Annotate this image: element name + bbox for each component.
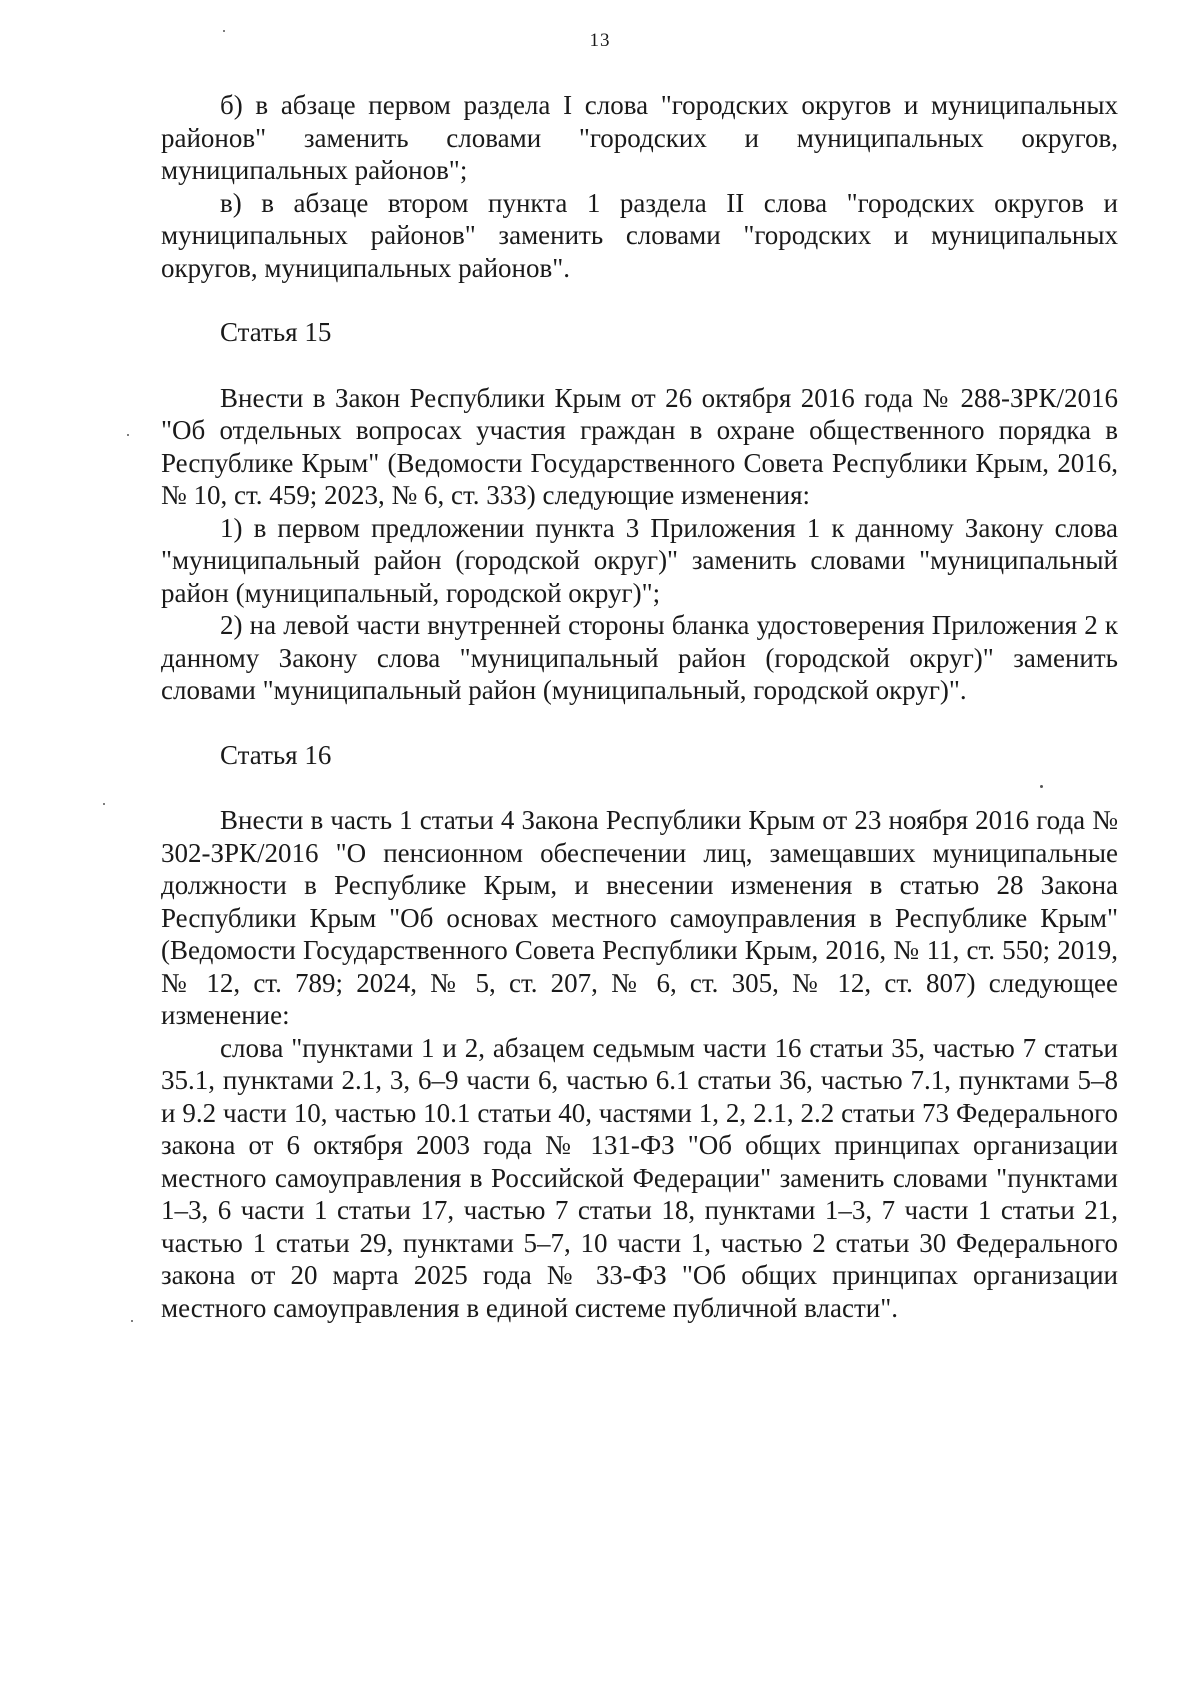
article-16-heading: Статья 16: [220, 739, 332, 770]
article-15-intro: Внести в Закон Республики Крым от 26 октября 2016 года № 288-ЗРК/2016 "Об отдельных вопросах участия граждан в охране общественного порядка в Республике Крым" (Ведомости Государственного Совета Республики Крым, 2016, № 10, ст. 459; 2023, № 6, ст. 333) следующие изменения:: [161, 382, 1118, 510]
article-15-item-1: 1) в первом предложении пункта 3 Приложения 1 к данному Закону слова "муниципальный район (городской округ)" заменить словами "муниципальный район (муниципальный, городской округ)";: [161, 512, 1118, 608]
scan-speck: [127, 434, 129, 436]
article-16-intro: Внести в часть 1 статьи 4 Закона Республики Крым от 23 ноября 2016 года № 302-ЗРК/2016 "О пенсионном обеспечении лиц, замещавших муниципальные должности в Республике Крым, и внесении изменения в статью 28 Закона Республики Крым "Об основах местного самоуправления в Республике Крым" (Ведомости Государственного Совета Республики Крым, 2016, № 11, ст. 550; 2019, № 12, ст. 789; 2024, № 5, ст. 207, № 6, ст. 305, № 12, ст. 807) следующее изменение:: [161, 805, 1118, 1030]
scan-speck: [223, 30, 225, 32]
scan-speck: [1040, 785, 1043, 788]
scan-speck: [131, 1320, 133, 1322]
paragraph-b: б) в абзаце первом раздела I слова "городских округов и муниципальных районов" заменить словами "городских и муниципальных округов, муниципальных районов";: [161, 90, 1118, 185]
article-16-replacement: слова "пунктами 1 и 2, абзацем седьмым части 16 статьи 35, частью 7 статьи 35.1, пунктами 2.1, 3, 6–9 части 6, частью 6.1 статьи 36, частью 7.1, пунктами 5–8 и 9.2 части 10, частью 10.1 статьи 40, частями 1, 2, 2.1, 2.2 статьи 73 Федерального закона от 6 октября 2003 года № 131-ФЗ "Об общих принципах организации местного самоуправления в Российской Федерации" заменить словами "пунктами 1–3, 6 части 1 статьи 17, частью 7 статьи 18, пунктами 1–3, 7 части 1 статьи 21, частью 1 статьи 29, пунктами 5–7, 10 части 1, частью 2 статьи 30 Федерального закона от 20 марта 2025 года № 33-ФЗ "Об общих принципах организации местного самоуправления в единой системе публичной власти".: [161, 1032, 1118, 1323]
article-15-heading: Статья 15: [220, 317, 332, 347]
document-body: [161, 89, 1118, 1324]
paragraph-v: в) в абзаце втором пункта 1 раздела II слова "городских округов и муниципальных районов" заменить словами "городских и муниципальных округов, муниципальных районов".: [161, 187, 1118, 283]
scan-speck: [103, 803, 105, 805]
article-15-item-2: 2) на левой части внутренней стороны бланка удостоверения Приложения 2 к данному Закону слова "муниципальный район (городской округ)" заменить словами "муниципальный район (муниципальный, городской округ)".: [161, 610, 1118, 705]
page-number: 13: [589, 30, 611, 51]
